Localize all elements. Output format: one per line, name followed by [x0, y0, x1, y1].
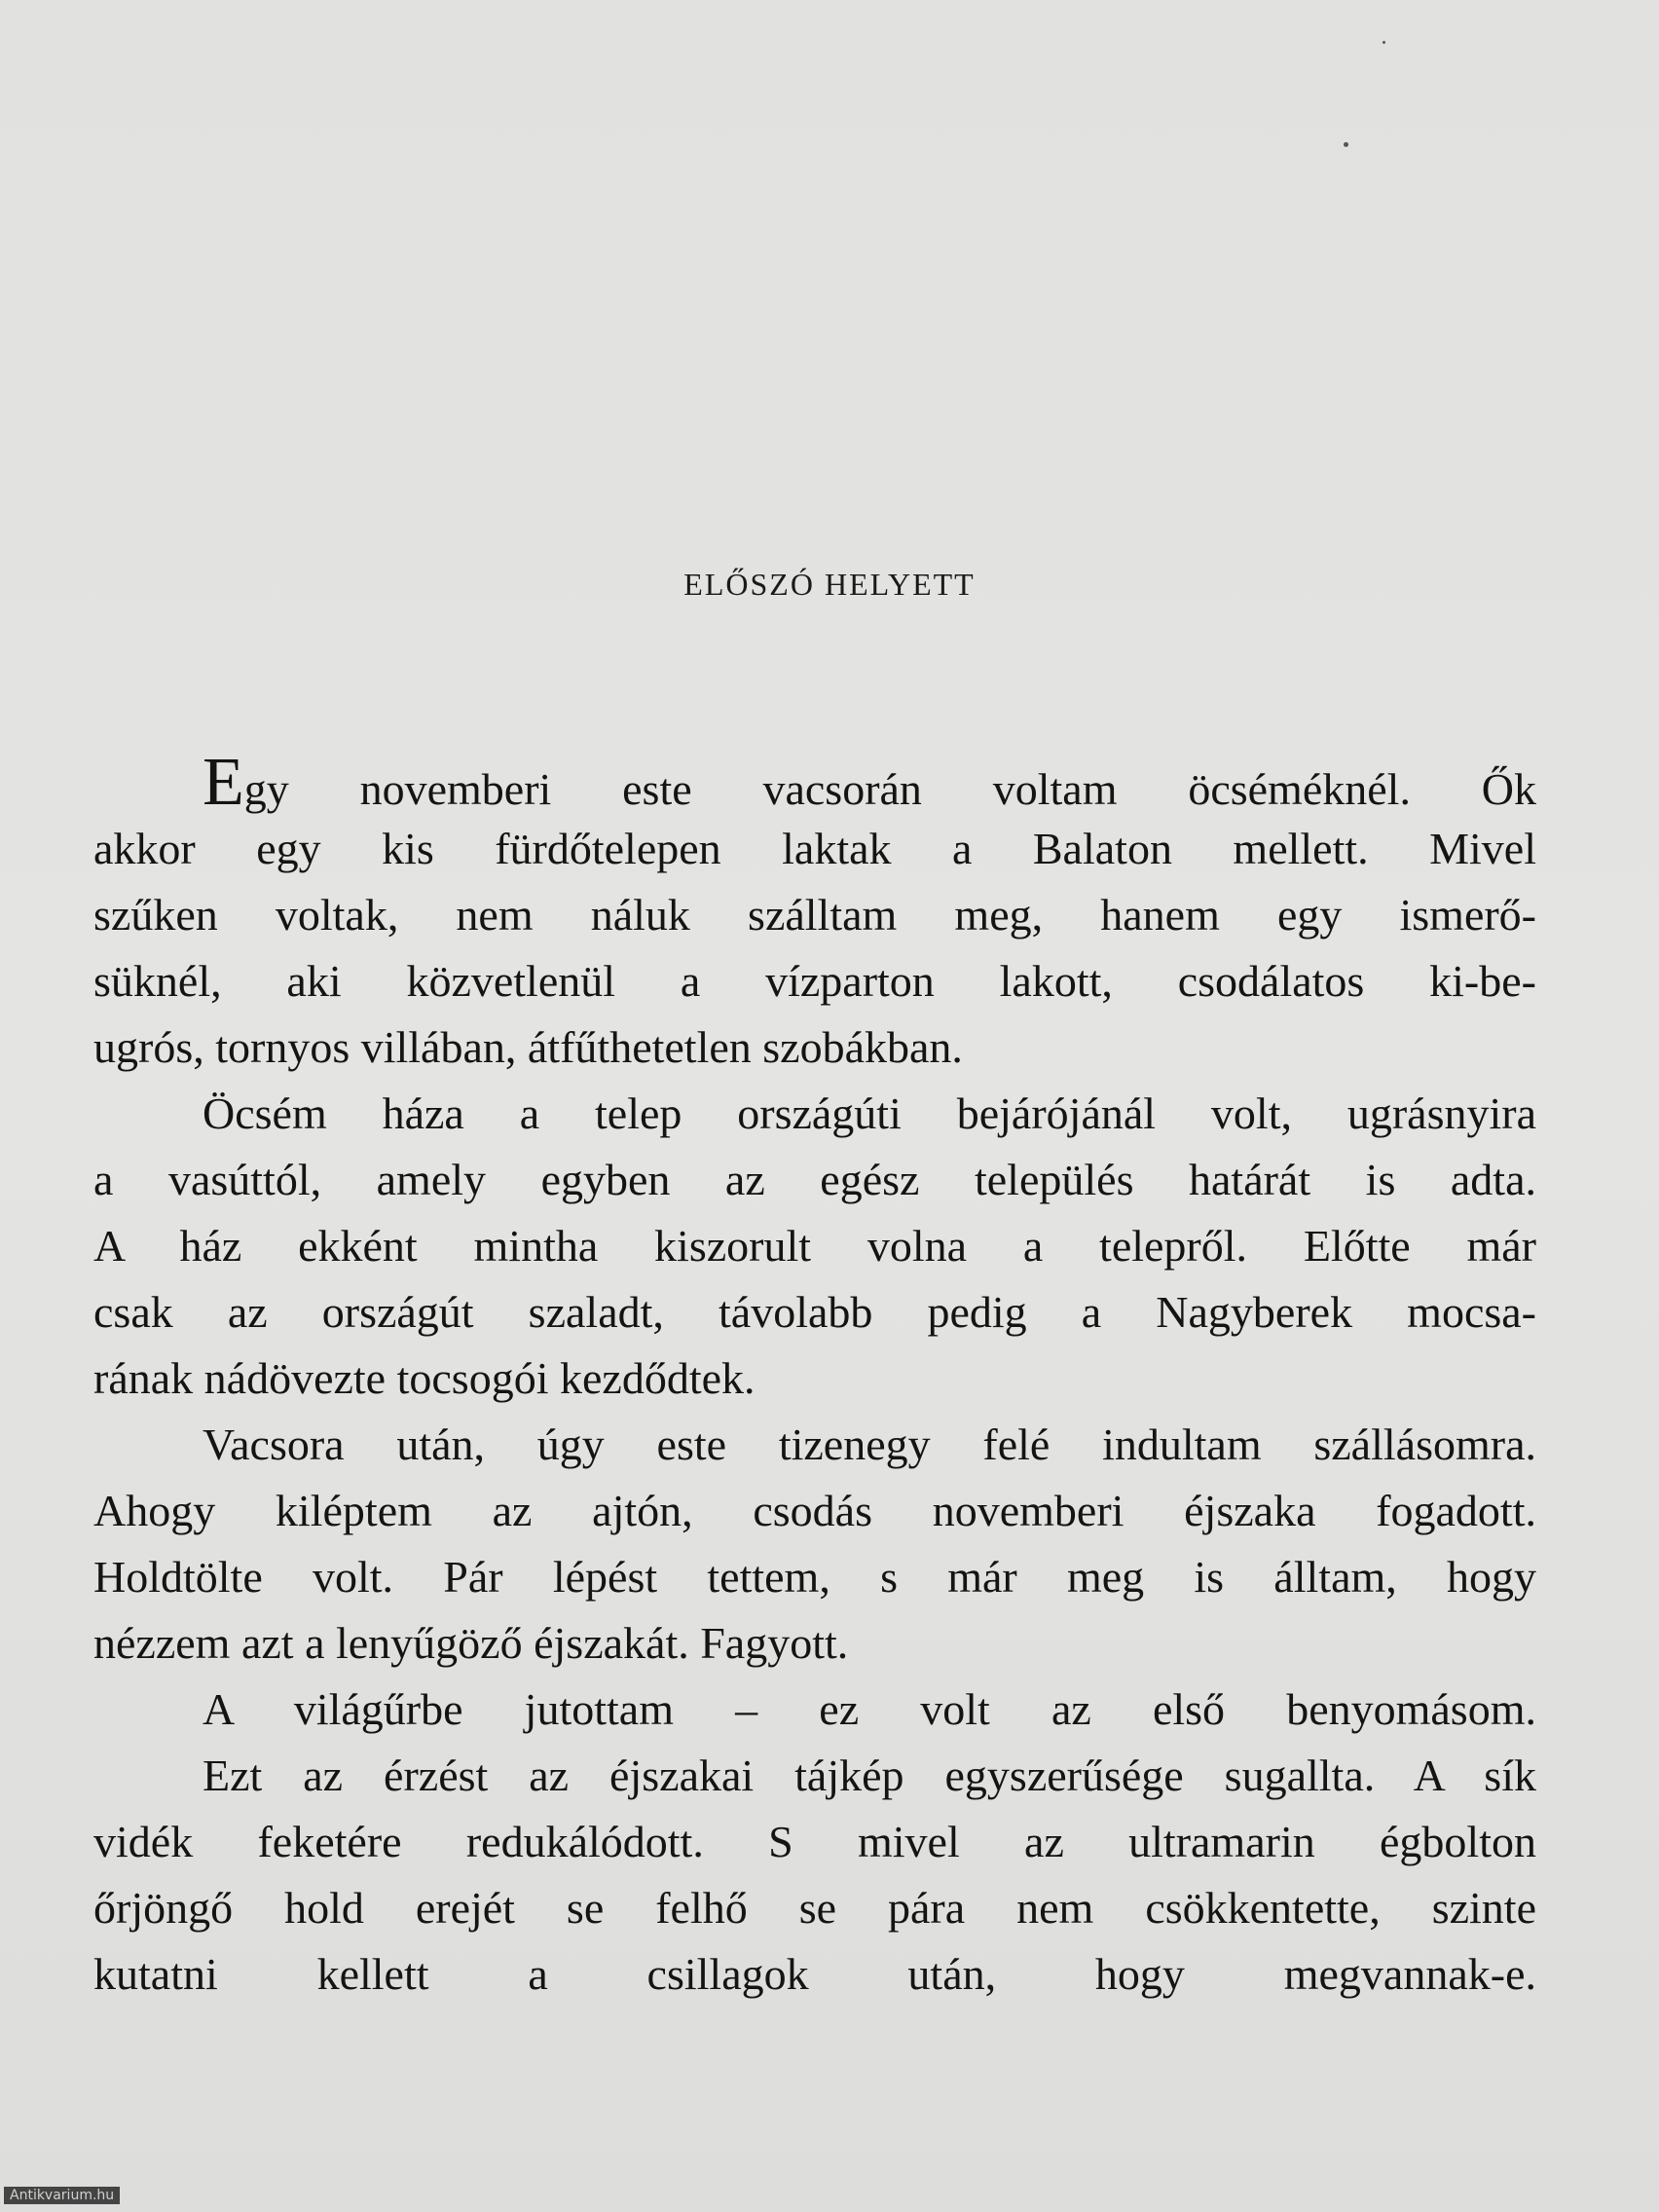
text-line: nézzem azt a lenyűgöző éjszakát. Fagyott.: [93, 1618, 849, 1668]
chapter-title: ELŐSZÓ HELYETT: [683, 567, 976, 602]
body-text: [93, 745, 1536, 2008]
text-line: vidék feketére redukálódott. S mivel az ultramarin égbolton: [93, 1817, 1536, 1866]
text-line: Ezt az érzést az éjszakai tájkép egyszerűsége sugallta. A sík: [203, 1751, 1536, 1800]
text-line: ugrós, tornyos villában, átfűthetetlen szobákban.: [93, 1022, 963, 1072]
text-line: rának nádövezte tocsogói kezdődtek.: [93, 1353, 756, 1403]
text-line-content: gy novemberi este vacsorán voltam öcséméknél. Ők: [243, 764, 1536, 814]
text-line: kutatni kellett a csillagok után, hogy megvannak-e.: [93, 1949, 1536, 1999]
text-line: őrjöngő hold erejét se felhő se pára nem csökkentette, szinte: [93, 1883, 1536, 1933]
text-line: Holdtölte volt. Pár lépést tettem, s már meg is álltam, hogy: [93, 1552, 1536, 1602]
print-speck: [1344, 142, 1348, 147]
print-speck: [1382, 41, 1385, 44]
watermark: Antikvarium.hu: [4, 2187, 120, 2204]
text-line: szűken voltak, nem náluk szálltam meg, hanem egy ismerő-: [93, 890, 1536, 940]
text-line: a vasúttól, amely egyben az egész település határát is adta.: [93, 1155, 1536, 1204]
text-line: Vacsora után, úgy este tizenegy felé indultam szállásomra.: [203, 1419, 1536, 1469]
text-line: Ahogy kiléptem az ajtón, csodás novemberi éjszaka fogadott.: [93, 1486, 1536, 1535]
text-line: A világűrbe jutottam – ez volt az első benyomásom.: [203, 1684, 1536, 1734]
text-line: A ház ekként mintha kiszorult volna a telepről. Előtte már: [93, 1221, 1536, 1271]
text-line: [93, 745, 1536, 820]
text-line: csak az országút szaladt, távolabb pedig a Nagyberek mocsa-: [93, 1287, 1536, 1337]
text-line: süknél, aki közvetlenül a vízparton lakott, csodálatos ki-be-: [93, 956, 1536, 1006]
drop-cap: E: [203, 745, 244, 820]
text-line: Öcsém háza a telep országúti bejárójánál volt, ugrásnyira: [203, 1088, 1536, 1138]
text-line: akkor egy kis fürdőtelepen laktak a Balaton mellett. Mivel: [93, 824, 1536, 873]
